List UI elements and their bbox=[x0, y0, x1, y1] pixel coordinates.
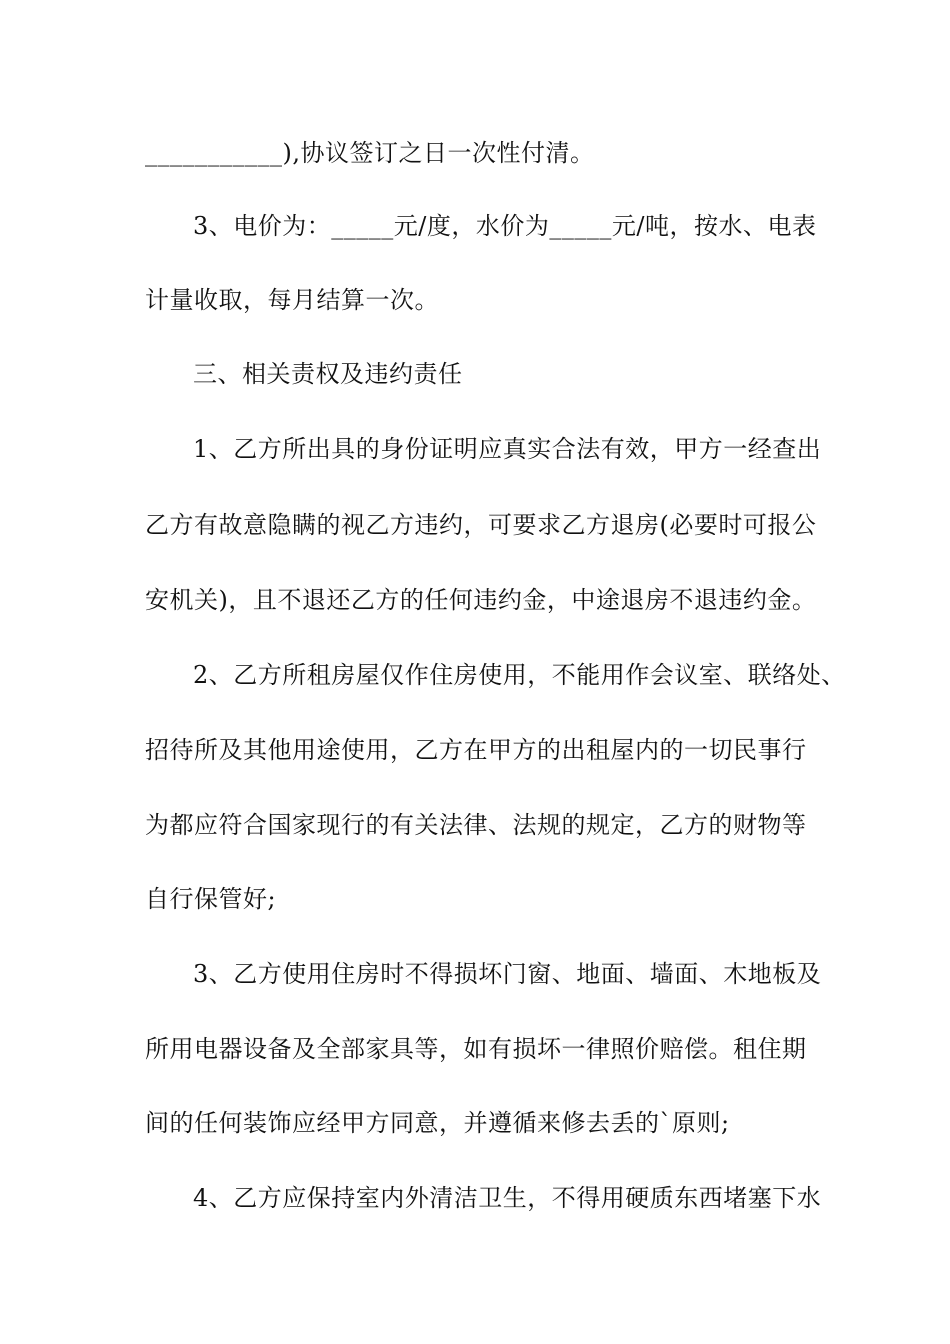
text-line-13: 所用电器设备及全部家具等，如有损坏一律照价赔偿。租住期 bbox=[145, 1035, 807, 1063]
text-line-15: 4、乙方应保持室内外清洁卫生，不得用硬质东西堵塞下水 bbox=[193, 1184, 822, 1212]
text-line-5: 1、乙方所出具的身份证明应真实合法有效，甲方一经查出 bbox=[193, 435, 822, 463]
text-line-12: 3、乙方使用住房时不得损坏门窗、地面、墙面、木地板及 bbox=[193, 960, 822, 988]
section-heading: 三、相关责权及违约责任 bbox=[193, 360, 463, 388]
text-line-11: 自行保管好; bbox=[145, 885, 277, 913]
text-line-3: 计量收取，每月结算一次。 bbox=[145, 286, 439, 314]
text-line-6: 乙方有故意隐瞒的视乙方违约，可要求乙方退房(必要时可报公 bbox=[145, 511, 817, 539]
text-line-9: 招待所及其他用途使用，乙方在甲方的出租屋内的一切民事行 bbox=[145, 736, 807, 764]
text-line-2: 3、电价为：_____元/度，水价为_____元/吨，按水、电表 bbox=[193, 212, 817, 240]
text-line-1: ___________),协议签订之日一次性付清。 bbox=[145, 139, 595, 167]
text-line-7: 安机关)，且不退还乙方的任何违约金，中途退房不退违约金。 bbox=[145, 586, 817, 614]
text-line-10: 为都应符合国家现行的有关法律、法规的规定，乙方的财物等 bbox=[145, 811, 807, 839]
text-line-14: 间的任何装饰应经甲方同意，并遵循来修去丢的`原则; bbox=[145, 1109, 730, 1137]
text-line-8: 2、乙方所租房屋仅作住房使用，不能用作会议室、联络处、 bbox=[193, 661, 846, 689]
